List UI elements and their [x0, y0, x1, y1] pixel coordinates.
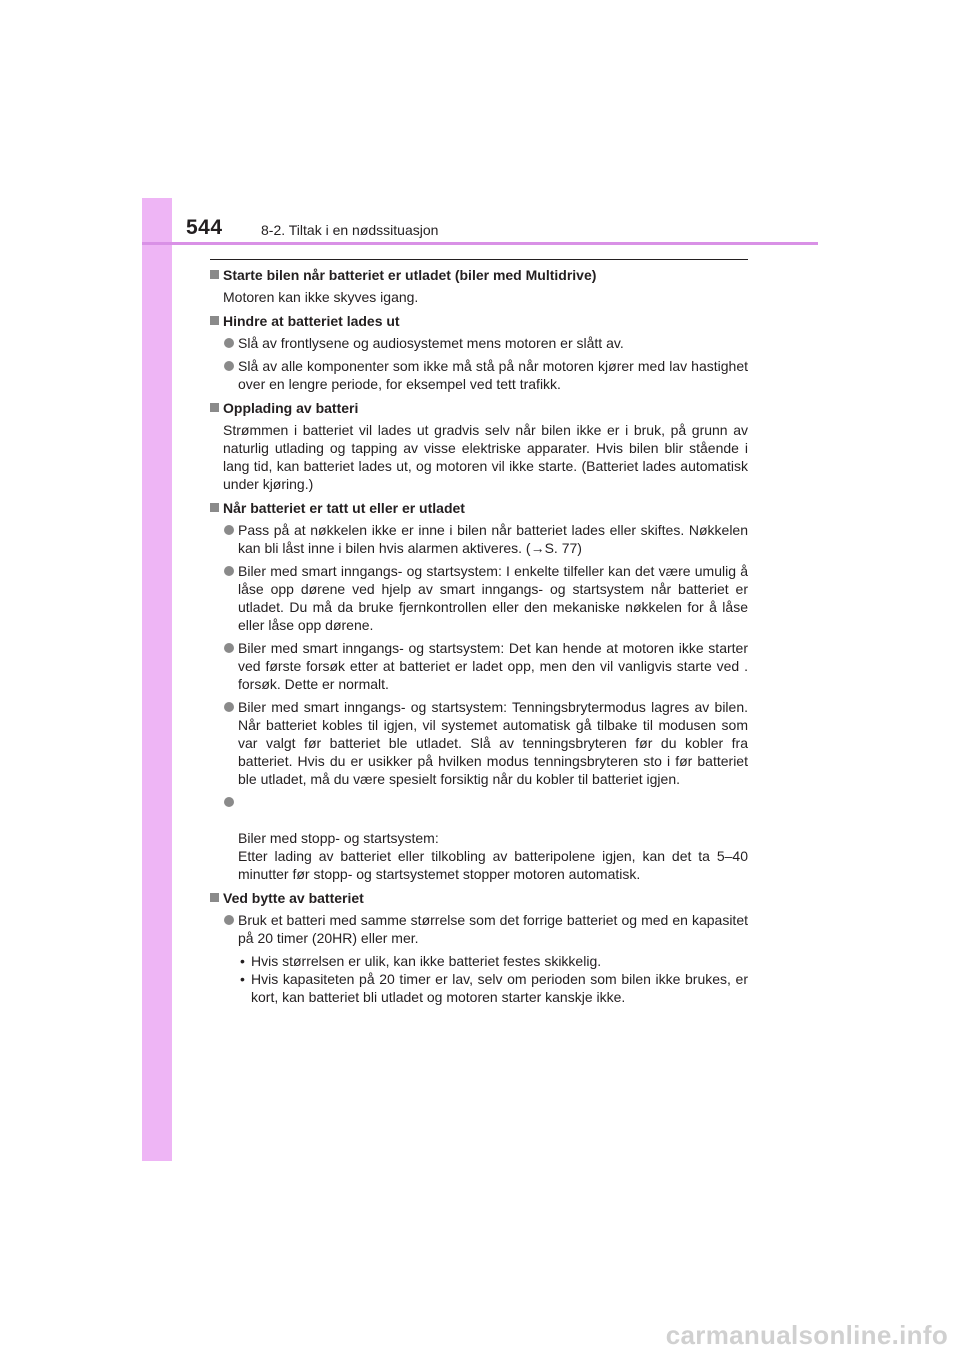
- list-item: Pass på at nøkkelen ikke er inne i bilen når batteriet lades eller skiftes. Nøkkelen kan bli låst inne i bilen hvis alarmen aktiveres. (→S. 77): [210, 521, 748, 557]
- block-heading: Når batteriet er tatt ut eller er utladet: [210, 499, 748, 517]
- round-bullet-icon: [224, 566, 234, 576]
- round-bullet-icon: [224, 797, 234, 807]
- block-heading: Opplading av batteri: [210, 399, 748, 417]
- small-bullet-icon: •: [240, 953, 245, 969]
- block-heading: Starte bilen når batteriet er utladet (biler med Multidrive): [210, 266, 748, 284]
- square-bullet-icon: [210, 893, 219, 902]
- round-bullet-icon: [224, 525, 234, 535]
- list-item: Slå av frontlysene og audiosystemet mens motoren er slått av.: [210, 334, 748, 352]
- block-replacing-battery: [210, 889, 748, 1006]
- square-bullet-icon: [210, 316, 219, 325]
- square-bullet-icon: [210, 403, 219, 412]
- square-bullet-icon: [210, 503, 219, 512]
- list-item: Biler med smart inngangs- og startsystem: Det kan hende at motoren ikke starter ved første forsøk etter at batteriet er ladet opp, men den vil vanligvis starte ved . forsøk. Dette er normalt.: [210, 639, 748, 693]
- square-bullet-icon: [210, 270, 219, 279]
- section-title: 8-2. Tiltak i en nødssituasjon: [261, 222, 439, 238]
- watermark: [0, 1314, 960, 1358]
- side-color-band: [142, 198, 172, 1161]
- block-heading: Ved bytte av batteriet: [210, 889, 748, 907]
- block-recharging: [210, 399, 748, 493]
- watermark-text: carmanualsonline.info: [665, 1320, 948, 1350]
- list-item: Bruk et batteri med samme størrelse som det forrige batteriet og med en kapasitet på 20 timer (20HR) eller mer.: [210, 911, 748, 947]
- list-item: Biler med smart inngangs- og startsystem: Tenningsbrytermodus lagres av bilen. Når batteriet kobles til igjen, vil systemet automatisk gå tilbake til modusen som var valgt før batteriet ble utladet. Slå av tenningsbryteren før du kobler fra batteriet. Hvis du er usikker på hvilken modus tenningsbryteren sto i før batteriet ble utladet, må du være spesielt forsiktig når du kobler til batteriet igjen.: [210, 698, 748, 788]
- sub-list-item: • Hvis kapasiteten på 20 timer er lav, selv om perioden som bilen ikke brukes, er kort, kan batteriet bli utladet og motoren starter kanskje ikke.: [240, 971, 748, 1005]
- list-item: Biler med smart inngangs- og startsystem: I enkelte tilfeller kan det være umulig å låse opp dørene ved hjelp av smart inngangs- og startsystem når batteriet er utladet. Du må da bruke fjernkontrollen eller den mekaniske nøkkelen for å låse eller låse opp dørene.: [210, 562, 748, 634]
- page-number: 544: [186, 216, 223, 239]
- block-start-discharged: [210, 266, 748, 306]
- round-bullet-icon: [224, 915, 234, 925]
- content-top-rule: [210, 259, 748, 260]
- list-item: Slå av alle komponenter som ikke må stå på når motoren kjører med lav hastighet over en lengre periode, for eksempel ved tett trafikk.: [210, 357, 748, 393]
- list-item: Biler med stopp- og startsystem: Etter lading av batteriet eller tilkobling av batteripolene igjen, kan det ta 5–40 minutter før stopp- og startsystemet stopper motoren automatisk.: [210, 793, 748, 883]
- block-paragraph: Strømmen i batteriet vil lades ut gradvis selv når bilen ikke er i bruk, på grunn av naturlig utlading og tapping av visse elektriske apparater. Hvis bilen blir stående i lang tid, kan batteriet lades ut, og motoren vil ikke starte. (Batteriet lades automatisk under kjøring.): [223, 422, 748, 492]
- round-bullet-icon: [224, 361, 234, 371]
- round-bullet-icon: [224, 643, 234, 653]
- sub-list-item: • Hvis størrelsen er ulik, kan ikke batteriet festes skikkelig.: [240, 953, 602, 969]
- block-heading: Hindre at batteriet lades ut: [210, 312, 748, 330]
- round-bullet-icon: [224, 338, 234, 348]
- content-body: [210, 266, 748, 1012]
- block-paragraph: Motoren kan ikke skyves igang.: [223, 289, 419, 305]
- block-removed-or-discharged: [210, 499, 748, 883]
- small-bullet-icon: •: [240, 971, 245, 987]
- header-rule: [142, 242, 818, 245]
- block-prevent-discharge: [210, 312, 748, 393]
- round-bullet-icon: [224, 702, 234, 712]
